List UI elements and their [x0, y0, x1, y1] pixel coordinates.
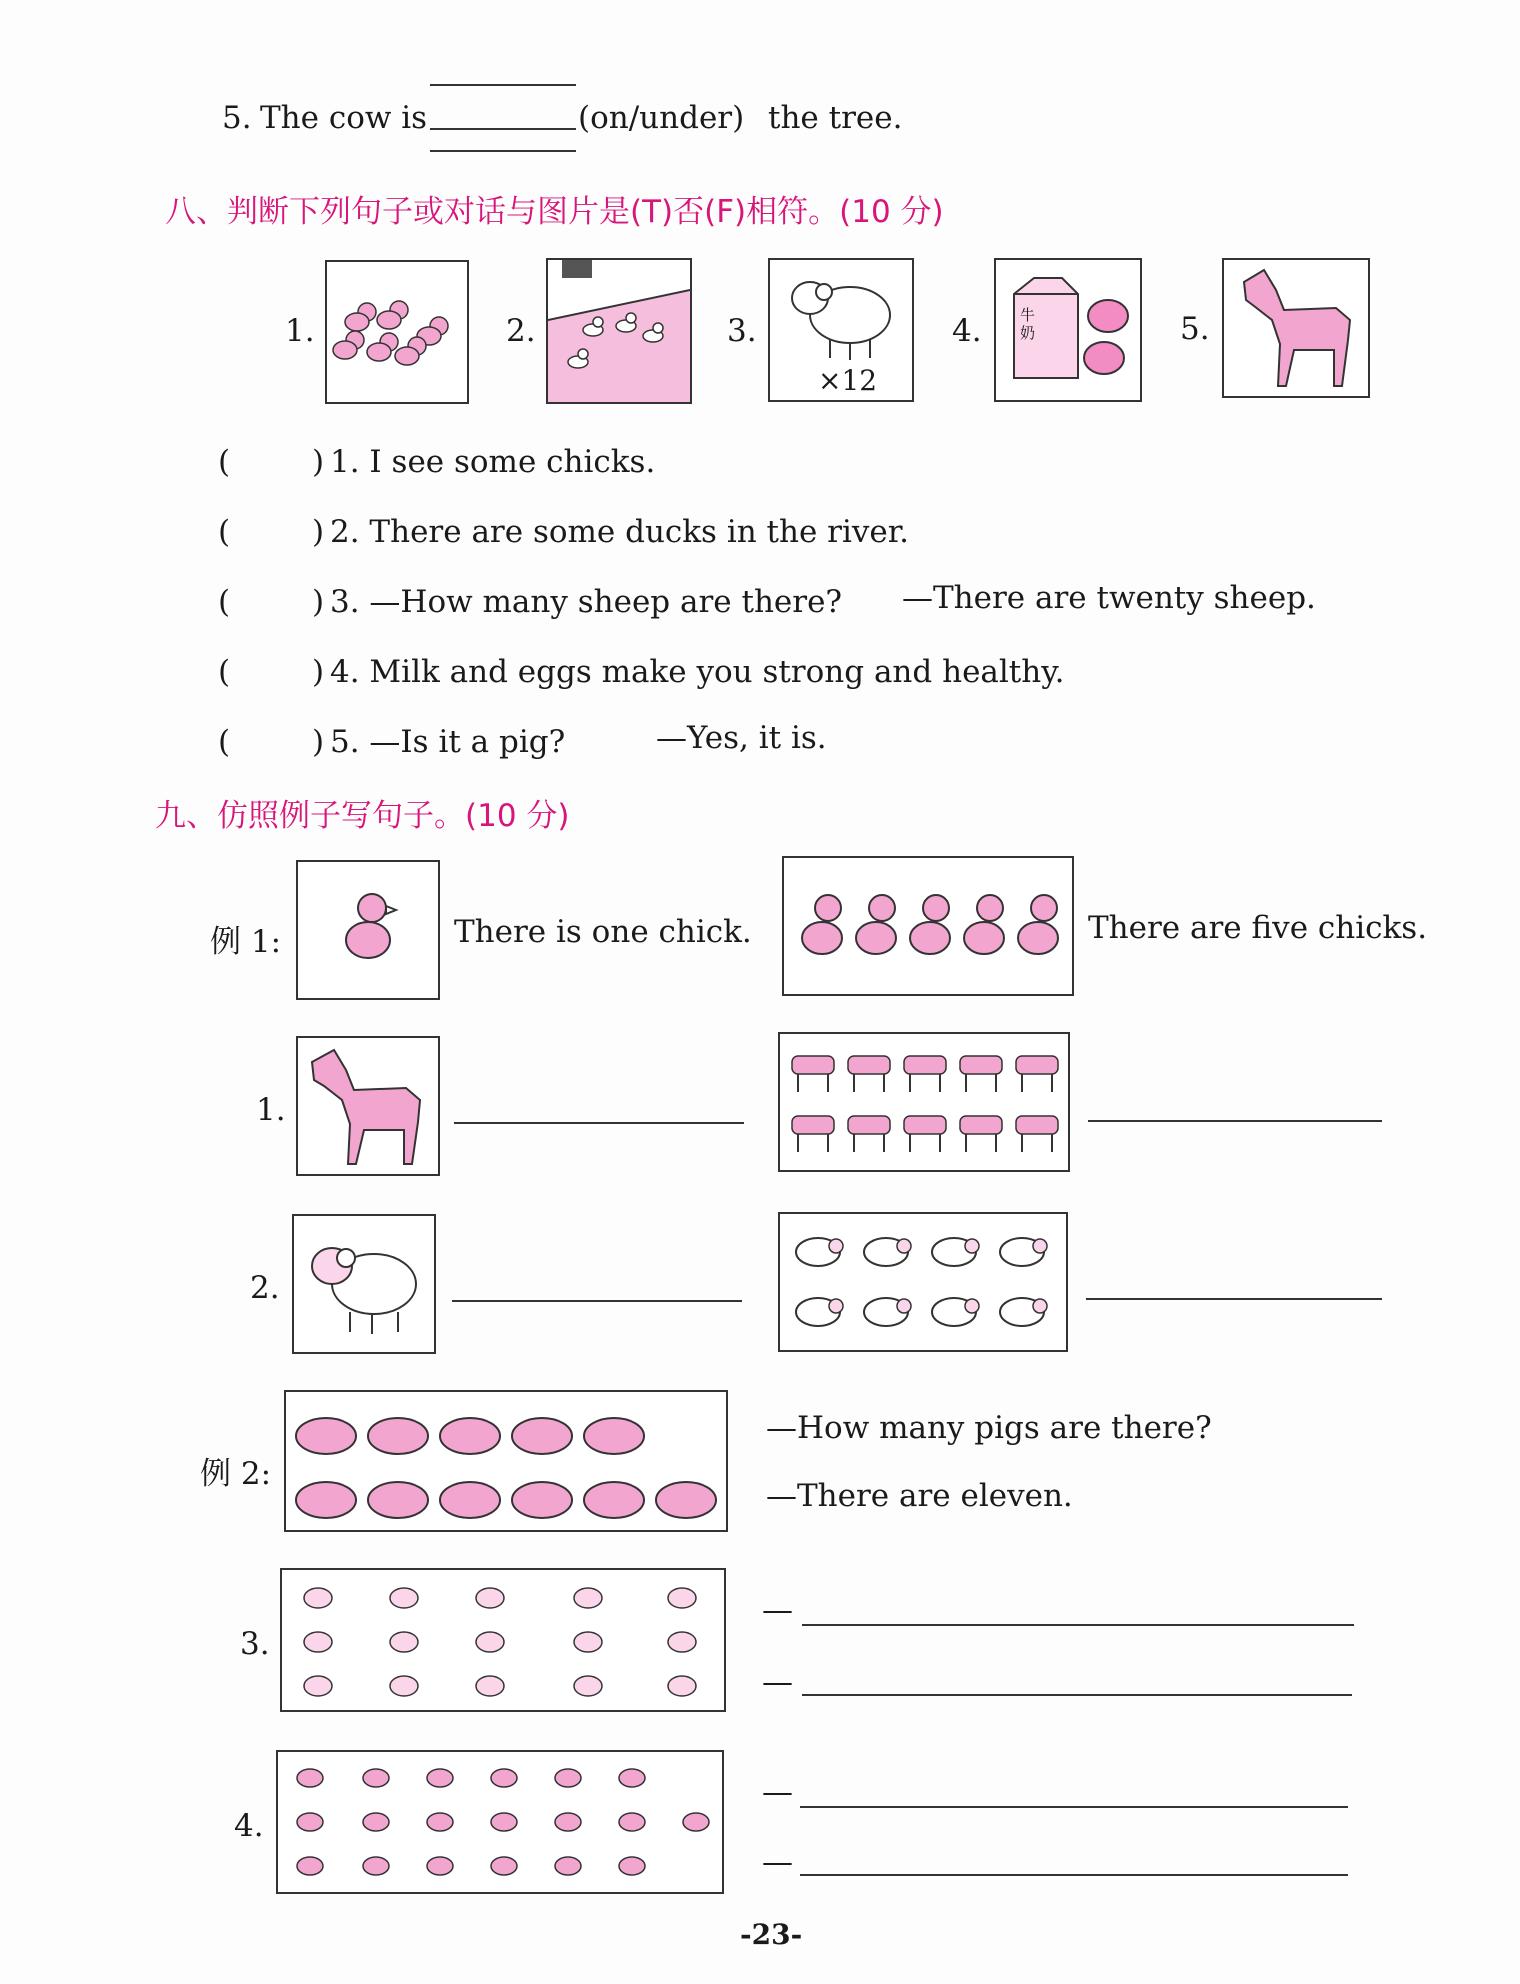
paren-close-3: ) [312, 584, 325, 620]
answer-blank-1[interactable] [234, 440, 304, 480]
judge-item-4: 4. Milk and eggs make you strong and healthy. [330, 654, 1065, 690]
pic-label-3: 3. [727, 313, 757, 349]
chicks-icon [327, 262, 467, 402]
paren-open-2: ( [218, 514, 231, 550]
paren-close-5: ) [312, 724, 325, 760]
pigs-icon [286, 1392, 726, 1530]
q2-answer-line-many[interactable] [1086, 1298, 1382, 1300]
picture-birds [276, 1750, 724, 1894]
q3-label: 3. [240, 1626, 270, 1662]
q1-label: 1. [256, 1092, 286, 1128]
pic-label-2: 2. [506, 313, 536, 349]
q4-dash-question: — [762, 1774, 793, 1810]
milk-eggs-icon [996, 260, 1140, 400]
example1-sentence-one: There is one chick. [454, 914, 752, 950]
judge-item-2: 2. There are some ducks in the river. [330, 514, 910, 550]
milk-carton-text: 牛奶 [1020, 306, 1036, 342]
q2-label: 2. [250, 1270, 280, 1306]
paren-close-1: ) [312, 444, 325, 480]
judge-item-5-answer: —Yes, it is. [656, 720, 827, 756]
q3-dash-answer: — [762, 1664, 793, 1700]
paren-open-4: ( [218, 654, 231, 690]
birds-icon [278, 1752, 722, 1892]
picture-eleven-pigs [284, 1390, 728, 1532]
picture-sheep [768, 258, 914, 402]
paren-close-2: ) [312, 514, 325, 550]
ducks-river-icon [548, 260, 690, 402]
paren-open-3: ( [218, 584, 231, 620]
q2-answer-line-one[interactable] [452, 1300, 742, 1302]
picture-five-chicks [782, 856, 1074, 996]
sheep-group-icon [780, 1214, 1066, 1350]
q4-question-line[interactable] [800, 1806, 1348, 1808]
picture-eight-sheep [778, 1212, 1068, 1352]
judge-item-3: 3. —How many sheep are there? [330, 584, 843, 620]
example1-sentence-many: There are five chicks. [1088, 910, 1428, 946]
example2-question: —How many pigs are there? [766, 1410, 1212, 1446]
pic-label-5: 5. [1180, 311, 1210, 347]
q1-answer-line-one[interactable] [454, 1122, 744, 1124]
answer-blank-3[interactable] [234, 580, 304, 620]
judge-item-5: 5. —Is it a pig? [330, 724, 566, 760]
picture-one-sheep [292, 1214, 436, 1354]
example2-answer: —There are eleven. [766, 1478, 1073, 1514]
q5-line-bottom [430, 150, 576, 152]
q3-question-line[interactable] [802, 1624, 1354, 1626]
answer-blank-4[interactable] [234, 650, 304, 690]
q1-answer-line-many[interactable] [1088, 1120, 1382, 1122]
q3-dash-question: — [762, 1592, 793, 1628]
example2-label: 例 2: [200, 1456, 272, 1492]
example1-label: 例 1: [210, 924, 282, 960]
picture-one-chick [296, 860, 440, 1000]
picture-horse [1222, 258, 1370, 398]
pic-label-1: 1. [285, 313, 315, 349]
pic-label-4: 4. [952, 313, 982, 349]
q5-line-top [430, 84, 576, 86]
horse-icon [1224, 260, 1368, 396]
paren-open-1: ( [218, 444, 231, 480]
horses-icon [780, 1034, 1068, 1170]
section8-heading: 八、判断下列句子或对话与图片是(T)否(F)相符。(10 分) [165, 194, 944, 230]
q4-answer-line[interactable] [800, 1874, 1348, 1876]
page-number: -23- [740, 1918, 803, 1951]
paren-close-4: ) [312, 654, 325, 690]
q5-number: 5. [222, 100, 252, 136]
answer-blank-5[interactable] [234, 720, 304, 760]
five-chicks-icon [784, 858, 1072, 994]
chick-icon [298, 862, 438, 998]
q5-text-before: The cow is [260, 100, 428, 136]
judge-item-1: 1. I see some chicks. [330, 444, 656, 480]
q4-dash-answer: — [762, 1844, 793, 1880]
q5-options: (on/under) [578, 100, 745, 136]
q4-label: 4. [234, 1808, 264, 1844]
judge-item-3-answer: —There are twenty sheep. [902, 580, 1316, 616]
picture-rabbits [280, 1568, 726, 1712]
picture-chicks [325, 260, 469, 404]
paren-open-5: ( [218, 724, 231, 760]
q5-answer-line[interactable] [430, 128, 576, 130]
horse-icon [298, 1038, 438, 1174]
section9-heading: 九、仿照例子写句子。(10 分) [155, 798, 570, 834]
answer-blank-2[interactable] [234, 510, 304, 550]
picture-ducks-river [546, 258, 692, 404]
sheep-caption: ×12 [818, 364, 878, 397]
sheep-icon [294, 1216, 434, 1352]
picture-one-horse [296, 1036, 440, 1176]
sheep-icon [770, 260, 912, 370]
q3-answer-line[interactable] [802, 1694, 1352, 1696]
q5-text-after: the tree. [768, 100, 903, 136]
picture-milk-eggs [994, 258, 1142, 402]
rabbits-icon [282, 1570, 724, 1710]
picture-ten-horses [778, 1032, 1070, 1172]
